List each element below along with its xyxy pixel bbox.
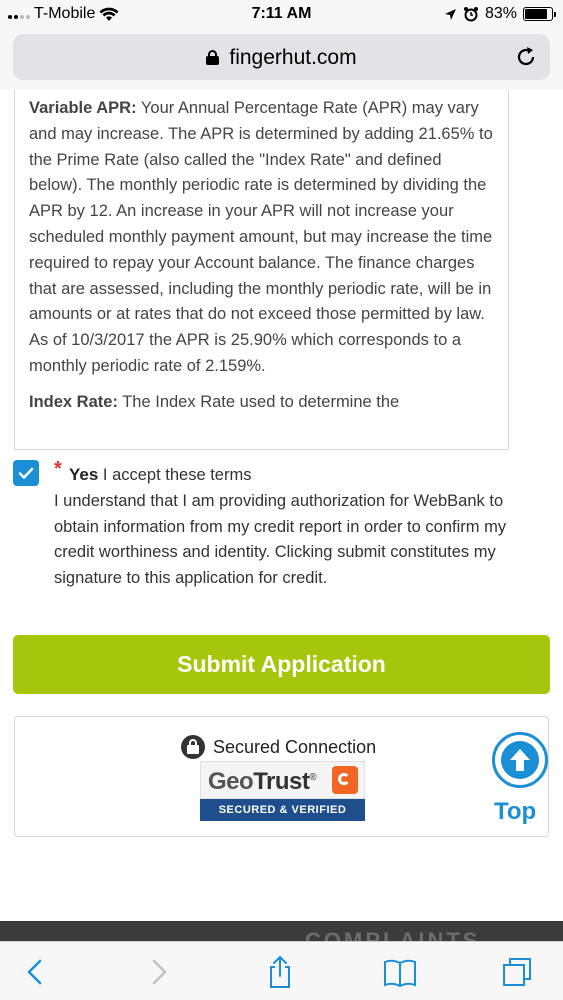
- geotrust-mark-icon: [332, 766, 358, 794]
- accept-checkbox[interactable]: [13, 460, 39, 486]
- share-icon[interactable]: [262, 954, 298, 990]
- padlock-icon: [181, 735, 205, 759]
- yes-label: Yes: [69, 465, 99, 484]
- terms-scroll-box[interactable]: [14, 90, 509, 450]
- secure-connection-line: [181, 735, 376, 759]
- terms-apr-paragraph: [29, 96, 494, 380]
- forward-icon[interactable]: [140, 954, 176, 990]
- reload-icon[interactable]: [514, 45, 538, 69]
- authorization-text: I understand that I am providing authorization for WebBank to obtain information from my credit report in order to confirm my credit worthiness and identity. Clicking submit constitutes my signature to this application for credit.: [54, 491, 507, 588]
- bookmarks-icon[interactable]: [382, 954, 418, 990]
- accept-label[interactable]: [54, 462, 534, 489]
- tabs-icon[interactable]: [500, 954, 536, 990]
- secure-connection-label: Secured Connection: [213, 736, 377, 757]
- battery-level: [525, 9, 547, 19]
- top-circle: [492, 732, 548, 788]
- top-label: Top: [494, 798, 537, 825]
- carrier-name: T-Mobile: [34, 5, 96, 22]
- geotrust-badge[interactable]: [200, 761, 365, 825]
- battery-icon: [523, 7, 553, 21]
- back-to-top-button[interactable]: [490, 732, 550, 832]
- arrow-up-icon: [501, 741, 539, 779]
- accept-text: [54, 462, 534, 592]
- apr-heading: Variable APR:: [29, 99, 137, 117]
- terms-index-paragraph: [29, 390, 494, 416]
- geotrust-wordmark: GeoTrust®: [208, 768, 317, 795]
- url-text: fingerhut.com: [229, 46, 357, 69]
- browser-chrome: [0, 30, 563, 90]
- lock-icon: [206, 50, 219, 65]
- index-text: The Index Rate used to determine the: [117, 392, 400, 411]
- battery-percent: 83%: [484, 5, 517, 22]
- browser-toolbar: [0, 941, 563, 1000]
- accept-terms-label: I accept these terms: [98, 466, 252, 484]
- location-icon: [444, 8, 457, 21]
- back-icon[interactable]: [18, 954, 54, 990]
- status-bar: [0, 0, 563, 30]
- geotrust-logo: [200, 761, 365, 799]
- secure-connection-box: [14, 716, 549, 837]
- status-time: 7:11 AM: [251, 5, 312, 22]
- alarm-icon: [463, 6, 479, 22]
- required-asterisk: *: [54, 458, 62, 480]
- status-right: [444, 5, 553, 23]
- geotrust-secured-label: SECURED & VERIFIED: [200, 799, 365, 821]
- index-heading: Index Rate:: [29, 392, 118, 411]
- submit-application-button[interactable]: Submit Application: [13, 635, 550, 694]
- address-bar[interactable]: [13, 34, 550, 80]
- url-display[interactable]: [13, 46, 550, 70]
- apr-text: Your Annual Percentage Rate (APR) may vary and may increase. The APR is determined by adding 21.65% to the Prime Rate (also called the "Index Rate" and defined below). The monthly periodic rate is determined by dividing the APR by 12. An increase in your APR will not increase your scheduled monthly payment amount, but may increase the time required to repay your Account balance. The finance charges that are assessed, including the monthly periodic rate, will be in amounts or at rates that do not exceed those permitted by law. As of 10/3/2017 the APR is 25.90% which corresponds to a monthly periodic rate of 2.159%.: [29, 99, 493, 375]
- check-icon: [13, 460, 39, 486]
